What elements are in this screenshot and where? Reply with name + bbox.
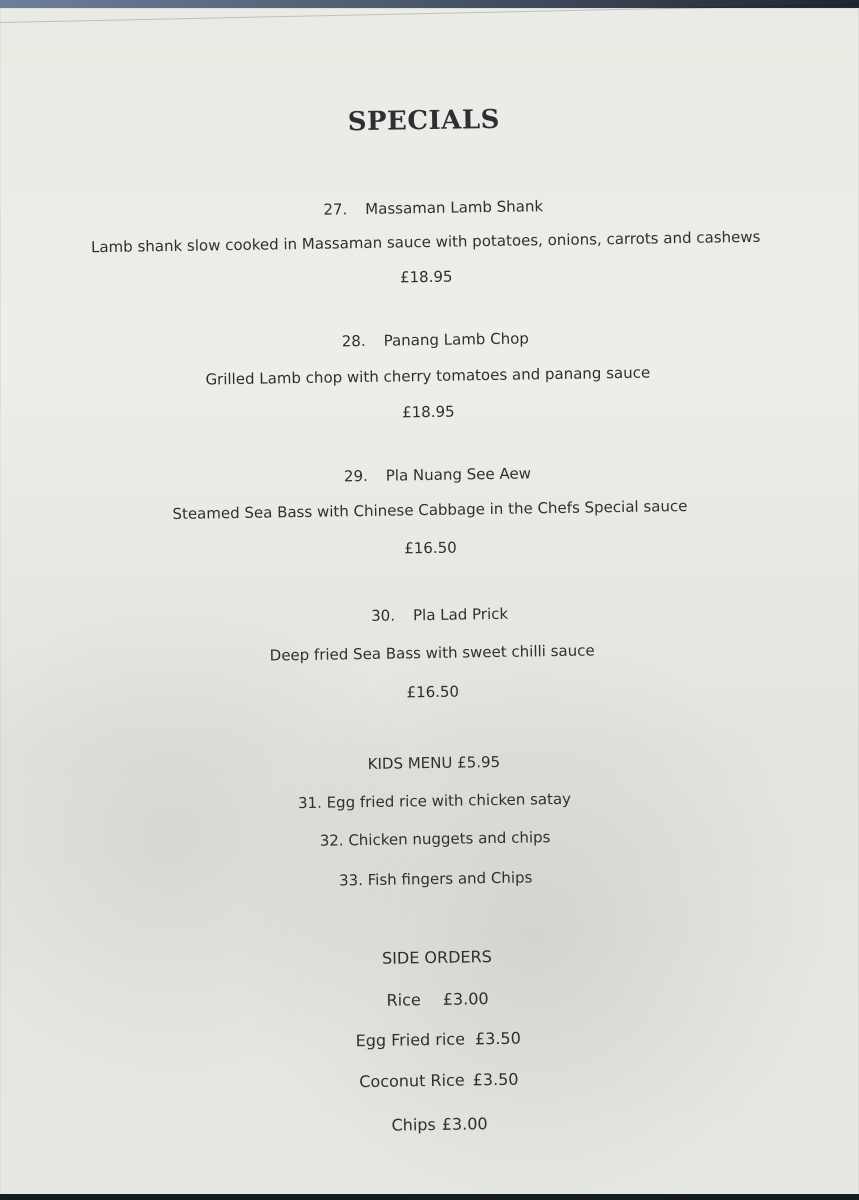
- special-30-number: 30.: [371, 606, 396, 625]
- special-29-price: £16.50: [404, 538, 457, 558]
- side-orders-heading: SIDE ORDERS: [381, 947, 492, 968]
- kids-menu-item: 32. Chicken nuggets and chips: [319, 828, 551, 850]
- side-order-price: £3.00: [441, 1114, 488, 1134]
- side-order-price: £3.50: [474, 1028, 521, 1049]
- side-order-name: Egg Fried rice: [355, 1029, 466, 1051]
- side-order-item: [9, 1064, 859, 1097]
- special-28-description: Grilled Lamb chop with cherry tomatoes and panang sauce: [205, 363, 651, 389]
- special-29-title: [0, 459, 859, 490]
- photo-bottom-edge: [0, 1194, 859, 1200]
- special-28-price: £18.95: [401, 402, 455, 422]
- page-title: SPECIALS: [347, 104, 501, 138]
- kids-menu-heading: KIDS MENU £5.95: [367, 752, 501, 774]
- special-30-title: [2, 599, 859, 630]
- special-29-description: Steamed Sea Bass with Chinese Cabbage in the Chefs Special sauce: [172, 496, 688, 524]
- special-27-title: [0, 192, 855, 223]
- side-order-price: £3.00: [442, 989, 489, 1009]
- special-28-name: Panang Lamb Chop: [383, 329, 529, 350]
- kids-menu-item: 31. Egg fried rice with chicken satay: [297, 789, 572, 813]
- special-30-price: £16.50: [406, 682, 460, 702]
- special-27-price: £18.95: [399, 267, 453, 287]
- side-order-price: £3.50: [472, 1069, 519, 1090]
- special-30-description: Deep fried Sea Bass with sweet chilli sauce: [269, 641, 595, 665]
- special-29-number: 29.: [343, 466, 368, 486]
- special-27-description: Lamb shank slow cooked in Massaman sauce with potatoes, onions, carrots and cashews: [90, 227, 761, 257]
- menu-content: [0, 1, 859, 1200]
- special-27-number: 27.: [323, 200, 348, 219]
- special-30-name: Pla Lad Prick: [412, 604, 509, 625]
- side-order-item: [10, 1108, 859, 1141]
- side-order-name: Rice: [386, 990, 421, 1010]
- kids-menu-item: 33. Fish fingers and Chips: [338, 868, 533, 890]
- menu-page: [0, 8, 859, 1196]
- side-order-item: [9, 1023, 859, 1056]
- special-27-name: Massaman Lamb Shank: [365, 197, 544, 218]
- side-order-name: Chips: [391, 1114, 436, 1135]
- side-order-name: Coconut Rice: [359, 1070, 465, 1092]
- special-28-title: [0, 324, 857, 355]
- side-order-item: [8, 983, 859, 1016]
- special-28-number: 28.: [341, 331, 366, 351]
- special-29-name: Pla Nuang See Aew: [385, 464, 532, 485]
